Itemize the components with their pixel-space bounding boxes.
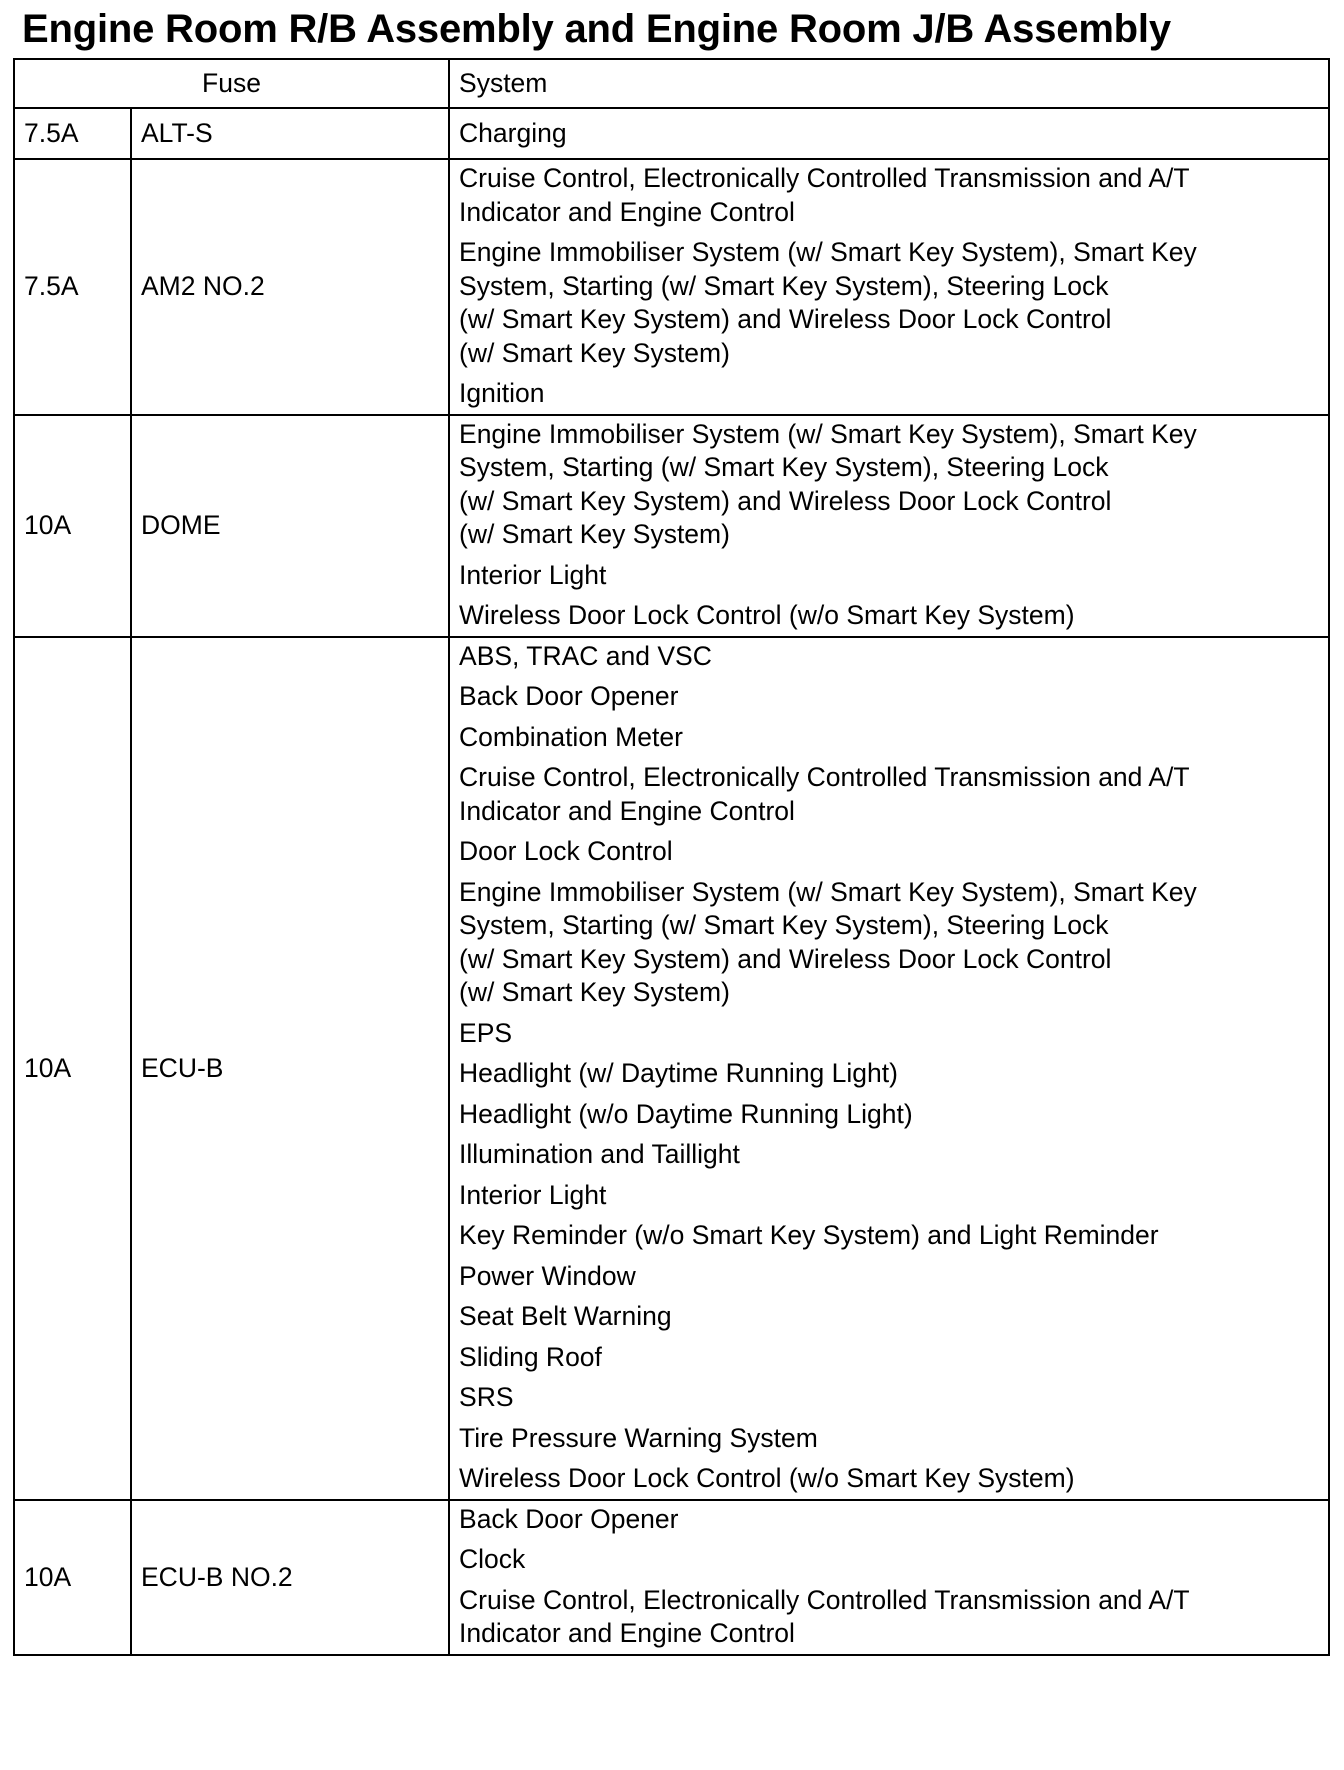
system-list	[449, 415, 1329, 637]
system-entry-line: Cruise Control, Electronically Controlled Transmission and A/T	[459, 1584, 1190, 1615]
system-entry-line: (w/ Smart Key System) and Wireless Door Lock Control	[459, 485, 1112, 516]
system-entry-line: Power Window	[459, 1260, 636, 1291]
fuse-amperage: 7.5A	[14, 159, 131, 415]
system-entry-line: EPS	[459, 1017, 513, 1048]
system-entry-line: (w/ Smart Key System) and Wireless Door Lock Control	[459, 304, 1112, 334]
system-list	[449, 1500, 1329, 1655]
system-entry	[459, 599, 1319, 633]
system-entry-line: Charging	[459, 118, 567, 148]
system-entry-line: Engine Immobiliser System (w/ Smart Key System), Smart Key	[459, 237, 1197, 267]
system-entry-line: Seat Belt Warning	[459, 1301, 672, 1331]
system-entry	[459, 1422, 1319, 1456]
system-column-header: System	[449, 59, 1329, 108]
table-row	[14, 415, 1329, 637]
system-entry-line: Illumination and Taillight	[459, 1139, 740, 1169]
table-row	[14, 637, 1329, 1500]
fuse-amperage: 10A	[14, 637, 131, 1500]
system-entry-line: Combination Meter	[459, 721, 683, 752]
fuse-name: AM2 NO.2	[131, 159, 449, 415]
system-entry-line: System, Starting (w/ Smart Key System), Steering Lock	[459, 270, 1109, 301]
system-entry-line: Cruise Control, Electronically Controlled Transmission and A/T	[459, 163, 1190, 193]
system-entry-line: Headlight (w/ Daytime Running Light)	[459, 1058, 898, 1088]
system-entry	[459, 1260, 1319, 1294]
system-entry-line: Headlight (w/o Daytime Running Light)	[459, 1098, 913, 1129]
system-entry	[459, 1179, 1319, 1213]
system-entry	[459, 721, 1319, 755]
system-entry	[459, 1057, 1319, 1091]
system-entry	[459, 680, 1319, 714]
system-entry	[459, 1543, 1319, 1577]
table-row	[14, 159, 1329, 415]
system-entry-line: System, Starting (w/ Smart Key System), Steering Lock	[459, 452, 1109, 482]
fuse-amperage: 10A	[14, 415, 131, 637]
system-entry-line: (w/ Smart Key System)	[459, 519, 730, 549]
system-entry	[459, 1219, 1319, 1253]
system-entry-line: Indicator and Engine Control	[459, 1618, 795, 1648]
system-entry-line: ABS, TRAC and VSC	[459, 640, 712, 671]
system-entry-line: Tire Pressure Warning System	[459, 1422, 818, 1453]
system-entry-line: Clock	[459, 1544, 526, 1574]
system-entry	[459, 418, 1319, 552]
system-entry	[459, 876, 1319, 1010]
system-entry	[459, 162, 1319, 229]
system-entry-line: Interior Light	[459, 559, 607, 590]
system-entry	[459, 835, 1319, 869]
system-entry-line: Engine Immobiliser System (w/ Smart Key System), Smart Key	[459, 418, 1197, 449]
fuse-name: ECU-B NO.2	[131, 1500, 449, 1655]
fuse-name: ECU-B	[131, 637, 449, 1500]
system-list	[449, 108, 1329, 159]
system-entry-line: Engine Immobiliser System (w/ Smart Key System), Smart Key	[459, 876, 1197, 907]
system-entry	[459, 1341, 1319, 1375]
system-list	[449, 637, 1329, 1500]
page-title: Engine Room R/B Assembly and Engine Room J/B Assembly	[22, 7, 1171, 51]
system-entry-line: (w/ Smart Key System)	[459, 337, 730, 368]
system-entry-line: Indicator and Engine Control	[459, 795, 795, 826]
system-entry	[459, 1017, 1319, 1051]
system-entry-line: (w/ Smart Key System) and Wireless Door Lock Control	[459, 943, 1112, 974]
system-entry-line: Sliding Roof	[459, 1341, 602, 1372]
system-entry-line: Back Door Opener	[459, 1503, 679, 1534]
fuse-table-body	[14, 108, 1329, 1655]
table-header-row	[14, 59, 1329, 108]
system-entry	[459, 1138, 1319, 1172]
system-entry-line: SRS	[459, 1382, 514, 1412]
system-entry-line: Interior Light	[459, 1179, 607, 1210]
system-entry-line: Wireless Door Lock Control (w/o Smart Key System)	[459, 1463, 1075, 1493]
system-entry-line: Indicator and Engine Control	[459, 196, 795, 227]
system-entry	[459, 111, 1319, 155]
system-entry-line: Cruise Control, Electronically Controlled Transmission and A/T	[459, 762, 1190, 792]
table-row	[14, 108, 1329, 159]
fuse-name: DOME	[131, 415, 449, 637]
system-entry	[459, 1381, 1319, 1415]
system-entry	[459, 377, 1319, 411]
fuse-column-header: Fuse	[14, 59, 449, 108]
fuse-name: ALT-S	[131, 108, 449, 159]
system-entry	[459, 1300, 1319, 1334]
system-entry	[459, 1462, 1319, 1496]
system-entry-line: System, Starting (w/ Smart Key System), Steering Lock	[459, 910, 1109, 940]
system-entry-line: (w/ Smart Key System)	[459, 977, 730, 1007]
fuse-table	[13, 58, 1330, 1656]
system-entry-line: Key Reminder (w/o Smart Key System) and Light Reminder	[459, 1220, 1159, 1250]
system-entry	[459, 1584, 1319, 1651]
system-entry	[459, 1098, 1319, 1132]
fuse-amperage: 10A	[14, 1500, 131, 1655]
system-list	[449, 159, 1329, 415]
system-entry-line: Back Door Opener	[459, 681, 679, 711]
system-entry	[459, 559, 1319, 593]
system-entry-line: Ignition	[459, 378, 545, 408]
system-entry	[459, 1503, 1319, 1537]
system-entry-line: Door Lock Control	[459, 836, 673, 866]
table-row	[14, 1500, 1329, 1655]
system-entry	[459, 640, 1319, 674]
system-entry-line: Wireless Door Lock Control (w/o Smart Key System)	[459, 600, 1075, 630]
fuse-amperage: 7.5A	[14, 108, 131, 159]
system-entry	[459, 236, 1319, 370]
system-entry	[459, 761, 1319, 828]
